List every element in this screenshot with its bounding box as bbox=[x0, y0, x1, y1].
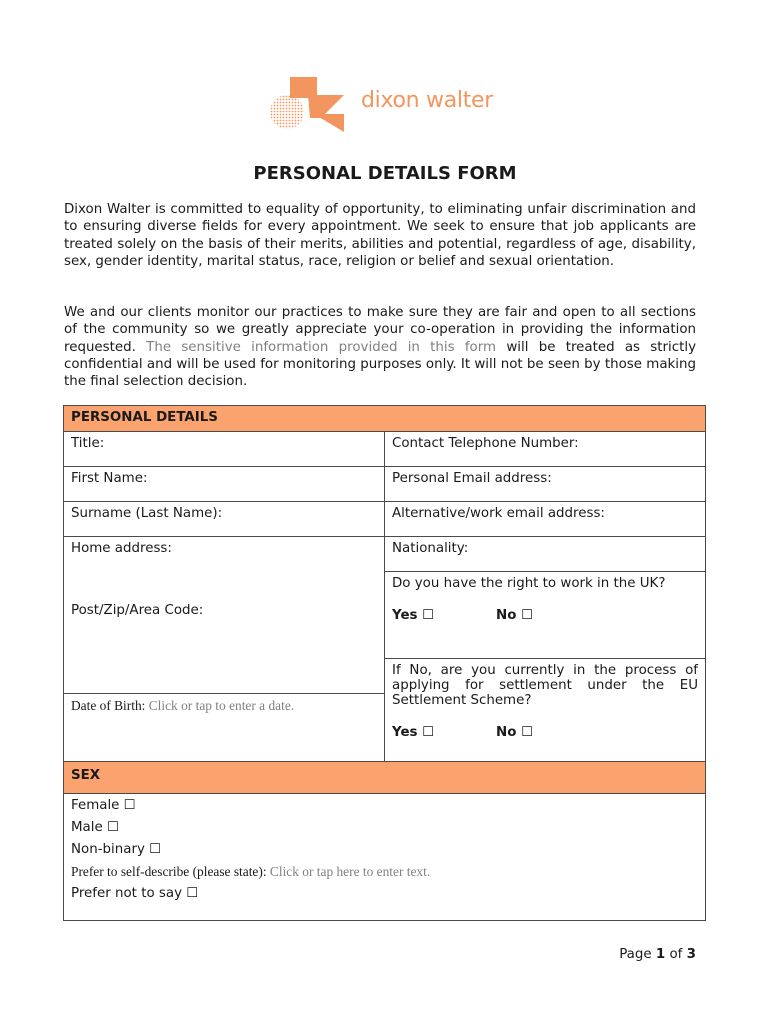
first-name-field[interactable] bbox=[64, 467, 385, 502]
alt-email-label: Alternative/work email address: bbox=[392, 506, 605, 521]
self-describe-label: Prefer to self-describe (please state): bbox=[71, 864, 267, 879]
sex-self-describe-row bbox=[71, 864, 698, 881]
intro-p2-highlight: The sensitive information provided in this form bbox=[146, 339, 497, 355]
settlement-no-checkbox[interactable]: No ☐ bbox=[496, 725, 534, 741]
sex-options bbox=[64, 794, 706, 921]
settlement-question: If No, are you currently in the process of applying for settlement under the EU Settlement Scheme? bbox=[392, 663, 698, 709]
page-title: PERSONAL DETAILS FORM bbox=[253, 163, 517, 184]
alt-email-field[interactable] bbox=[385, 502, 706, 537]
page-of-word: of bbox=[669, 947, 683, 962]
dob-label: Date of Birth: bbox=[71, 698, 146, 713]
first-name-label: First Name: bbox=[71, 471, 148, 486]
title-label: Title: bbox=[71, 436, 105, 451]
home-address-field[interactable] bbox=[64, 537, 385, 762]
phone-label: Contact Telephone Number: bbox=[392, 436, 579, 451]
personal-details-table bbox=[63, 405, 706, 921]
sex-prefer-not-checkbox[interactable]: Prefer not to say ☐ bbox=[71, 886, 199, 901]
right-to-work-no-checkbox[interactable]: No ☐ bbox=[496, 608, 534, 624]
personal-details-header: PERSONAL DETAILS bbox=[64, 406, 706, 432]
intro-p2-text-a: We and our clients monitor our practices to make sure they are fair and open to all sections of the community so we greatly appreciate your co-operation in providing the information requested. bbox=[64, 305, 696, 355]
title-field[interactable] bbox=[64, 432, 385, 467]
phone-field[interactable] bbox=[385, 432, 706, 467]
right-to-work-cell bbox=[385, 572, 706, 659]
dob-date-picker[interactable]: Click or tap to enter a date. bbox=[148, 698, 295, 713]
right-to-work-question: Do you have the right to work in the UK? bbox=[392, 576, 666, 592]
home-address-label: Home address: bbox=[71, 541, 172, 556]
settlement-cell bbox=[385, 659, 706, 762]
page-number bbox=[619, 947, 696, 962]
surname-field[interactable] bbox=[64, 502, 385, 537]
intro-p2-text-c: will be treated as strictly confidential and will be used for monitoring purposes only. It will not be seen by those making the final selection decision. bbox=[64, 339, 696, 390]
sex-male-checkbox[interactable]: Male ☐ bbox=[71, 820, 119, 835]
email-label: Personal Email address: bbox=[392, 471, 552, 486]
sex-female-checkbox[interactable]: Female ☐ bbox=[71, 798, 136, 813]
settlement-yes-checkbox[interactable]: Yes ☐ bbox=[392, 725, 435, 741]
dob-field[interactable] bbox=[64, 693, 384, 761]
page-current: 1 bbox=[655, 947, 666, 962]
page-word: Page bbox=[619, 947, 652, 962]
intro-paragraph-2 bbox=[64, 304, 696, 390]
postcode-label: Post/Zip/Area Code: bbox=[71, 603, 204, 618]
self-describe-input[interactable]: Click or tap here to enter text. bbox=[269, 864, 431, 879]
logo-wordmark: dixon walter bbox=[361, 88, 494, 113]
nationality-field[interactable] bbox=[385, 537, 706, 572]
sex-header: SEX bbox=[64, 762, 706, 794]
page-total: 3 bbox=[686, 947, 696, 962]
right-to-work-yes-checkbox[interactable]: Yes ☐ bbox=[392, 608, 435, 624]
email-field[interactable] bbox=[385, 467, 706, 502]
surname-label: Surname (Last Name): bbox=[71, 506, 223, 521]
intro-paragraph-1: Dixon Walter is committed to equality of opportunity, to eliminating unfair discrimination and to ensuring diverse fields for every appointment. We seek to ensure that job applicants are treated solely on the basis of their merits, abilities and potential, regardless of age, disability, sex, gender identity, marital status, race, religion or belief and sexual orientation. bbox=[64, 202, 696, 269]
nationality-label: Nationality: bbox=[392, 541, 469, 556]
sex-nonbinary-checkbox[interactable]: Non-binary ☐ bbox=[71, 842, 162, 857]
